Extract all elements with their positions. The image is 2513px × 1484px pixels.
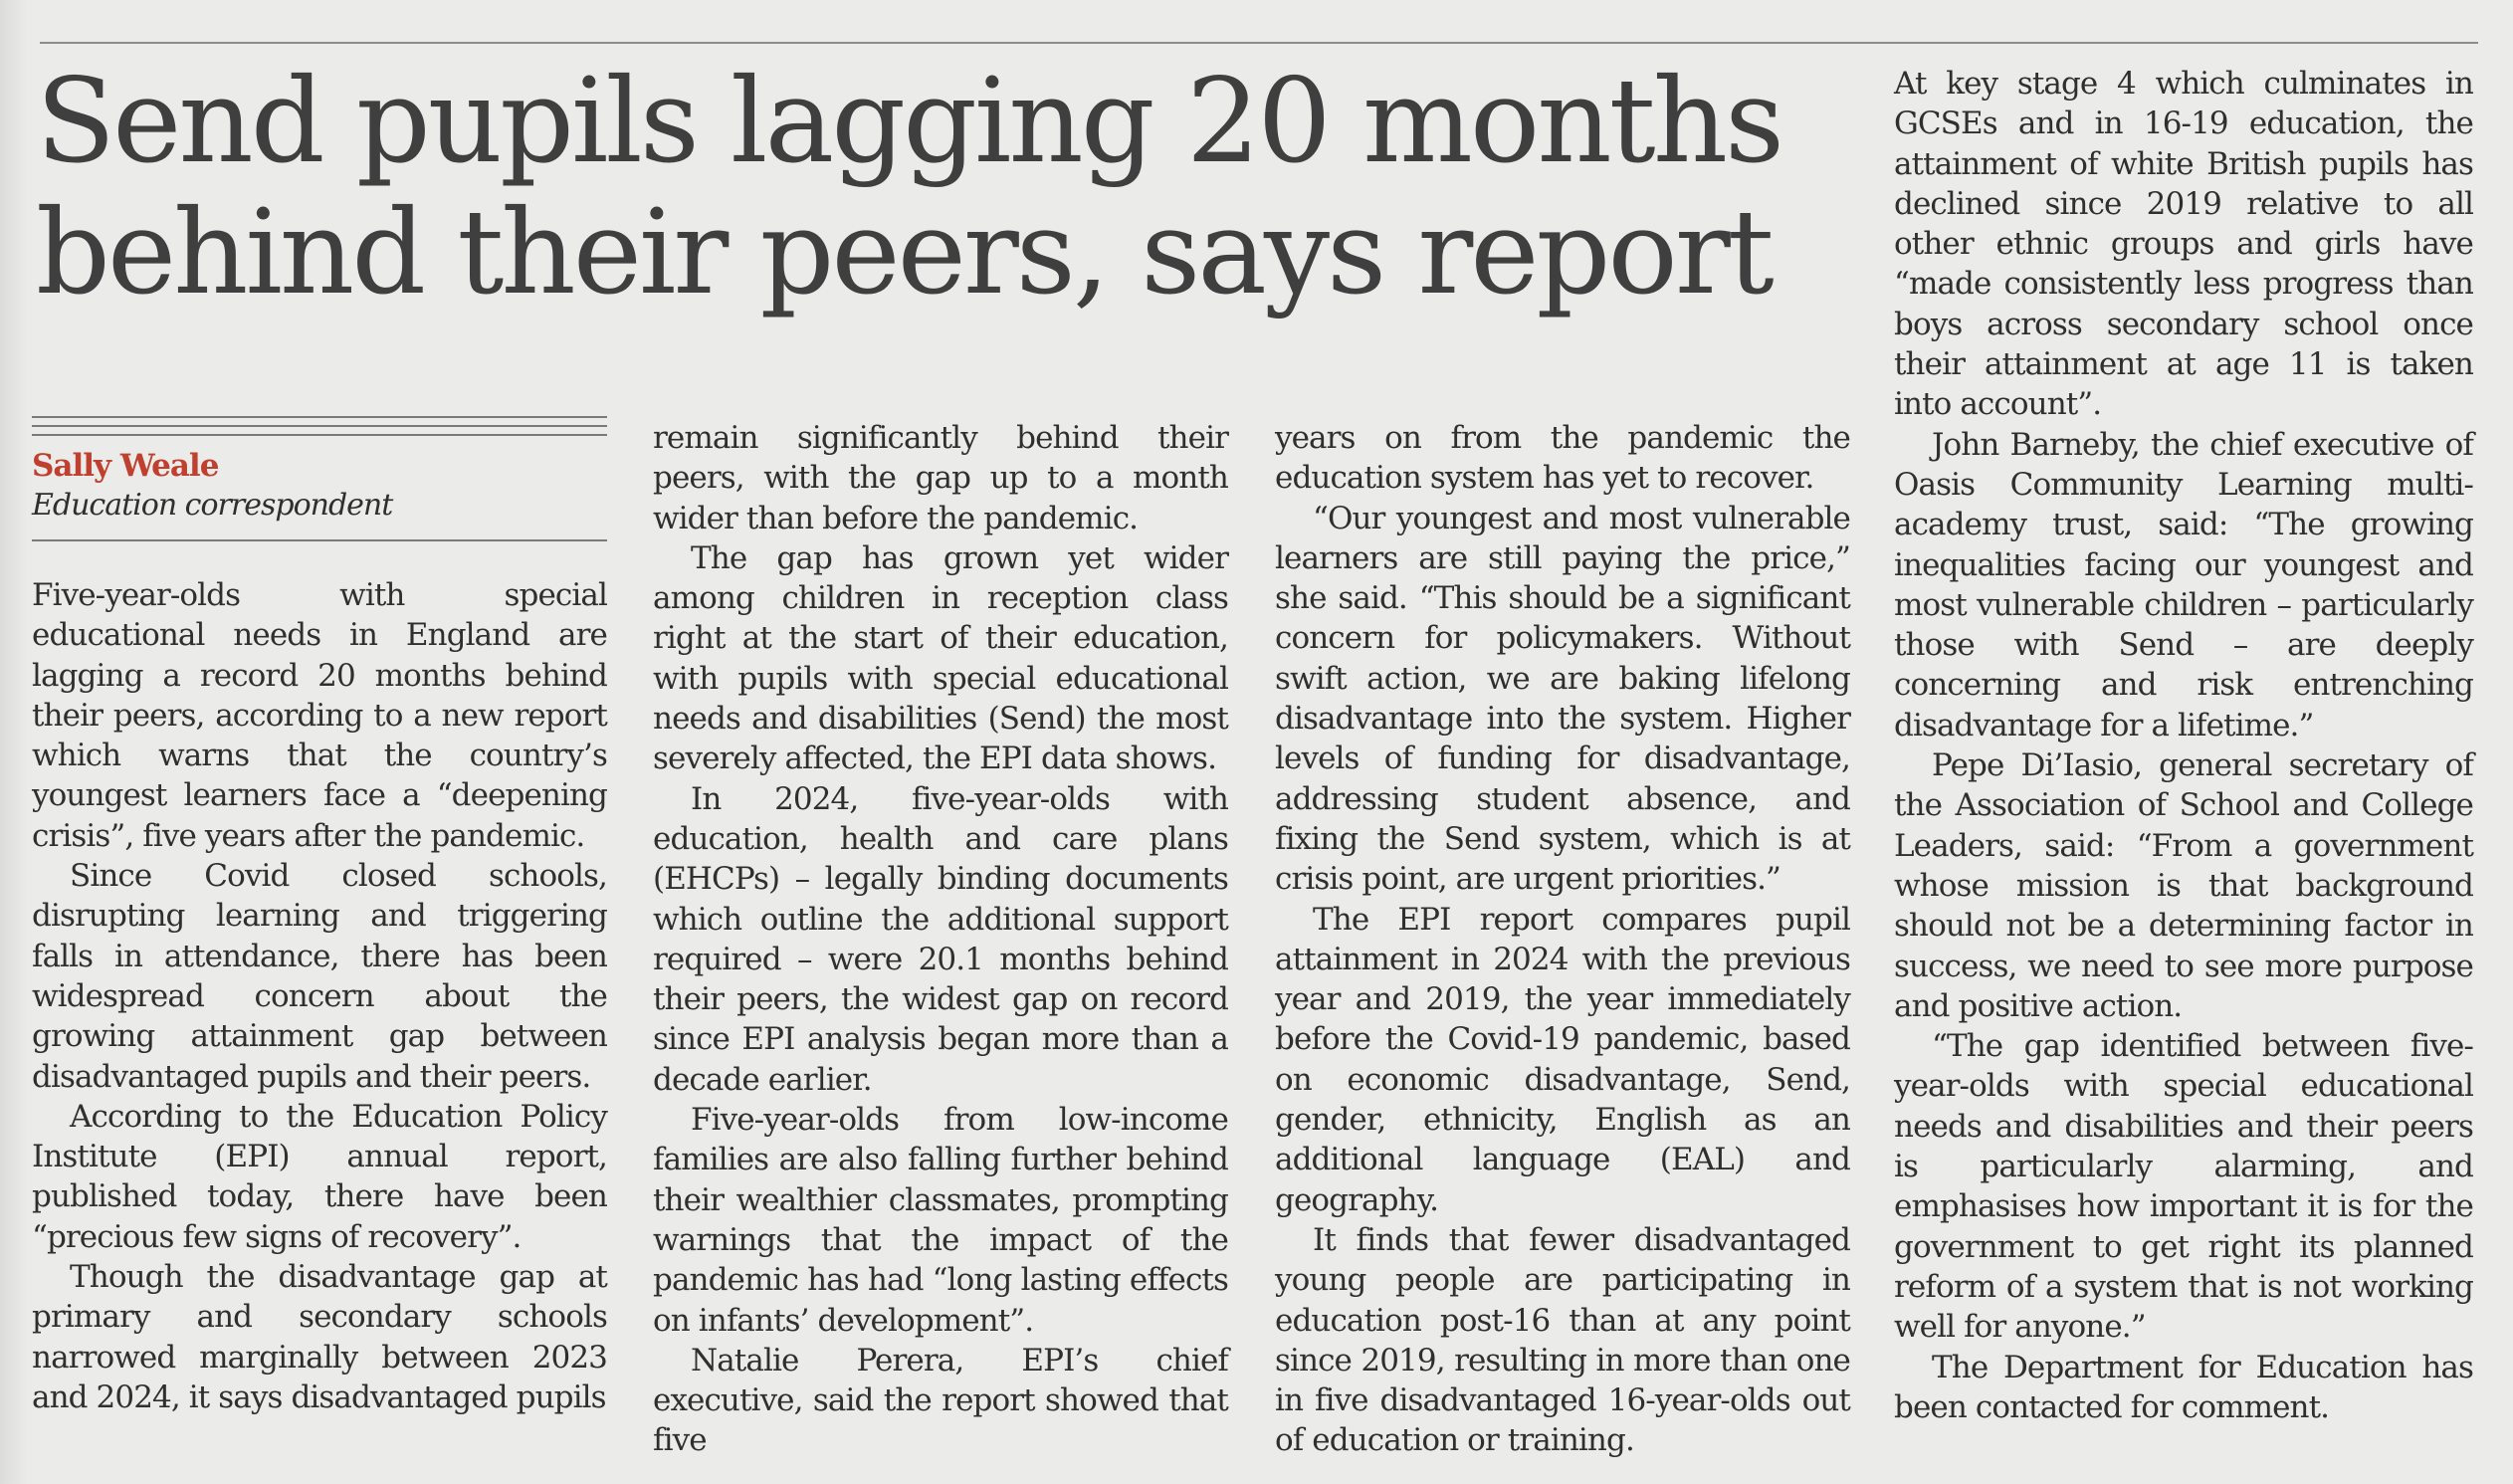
article-column-4 [1894, 64, 2473, 1427]
paragraph: Natalie Perera, EPI’s chief executive, said the report showed that five [653, 1342, 1228, 1459]
paragraph: The gap has grown yet wider among children in reception class right at the start of their education, with pupils with special educational needs and disabilities (Send) the most severely affected, the EPI data shows. [653, 539, 1228, 777]
article-column-1 [32, 575, 607, 1417]
paragraph: The EPI report compares pupil attainment in 2024 with the previous year and 2019, the year immediately before the Covid-19 pandemic, based on economic disadvantage, Send, gender, ethnicity, English as an additional language (EAL) and geography. [1275, 901, 1850, 1218]
paragraph: “The gap identified between five-year-olds with special educational needs and disabilities and their peers is particularly alarming, and emphasises how important it is for the government to get right its planned reform of a system that is not working well for anyone.” [1894, 1028, 2473, 1346]
paragraph: The Department for Education has been contacted for comment. [1894, 1349, 2473, 1425]
byline-divider [32, 539, 607, 541]
paragraph: Though the disadvantage gap at primary and secondary schools narrowed marginally between 2023 and 2024, it says disadvantaged pupils [32, 1259, 607, 1415]
paragraph: “Our youngest and most vulnerable learners are still paying the price,” she said. “This should be a significant concern for policymakers. Without swift action, we are baking lifelong disadvantage into the system. Higher levels of funding for disadvantage, addressing student absence, and fixing the Send system, which is at crisis point, are urgent priorities.” [1275, 500, 1850, 898]
article-column-2 [653, 418, 1228, 1461]
paragraph: Since Covid closed schools, disrupting learning and triggering falls in attendance, there has been widespread concern about the growing attainment gap between disadvantaged pupils and their peers. [32, 858, 607, 1095]
paragraph: Five-year-olds from low-income families are also falling further behind their wealthier classmates, prompting warnings that the impact of the pandemic has had “long lasting effects on infants’ development”. [653, 1102, 1228, 1339]
author-role: Education correspondent [32, 488, 393, 523]
paragraph: At key stage 4 which culminates in GCSEs and in 16-19 education, the attainment of white British pupils has declined since 2019 relative to all other ethnic groups and girls have “made consistently less progress than boys across secondary school once their attainment at age 11 is taken into account”. [1894, 66, 2473, 423]
paragraph: Five-year-olds with special educational needs in England are lagging a record 20 months behind their peers, according to a new report which warns that the country’s youngest learners face a “deepening crisis”, five years after the pandemic. [32, 577, 607, 854]
top-rule [40, 42, 2478, 44]
headline: Send pupils lagging 20 months behind their peers, says report [36, 53, 1782, 320]
paragraph: According to the Education Policy Institute (EPI) annual report, published today, there have been “precious few signs of recovery”. [32, 1098, 607, 1255]
paragraph: remain significantly behind their peers, with the gap up to a month wider than before the pandemic. [653, 420, 1228, 536]
paragraph: years on from the pandemic the education system has yet to recover. [1275, 420, 1850, 497]
paragraph: Pepe Di’Iasio, general secretary of the Association of School and College Leaders, said: “From a government whose mission is that background should not be a determining factor in success, we need to see more purpose and positive action. [1894, 747, 2473, 1024]
paragraph: It finds that fewer disadvantaged young people are participating in education post-16 than at any point since 2019, resulting in more than one in five disadvantaged 16-year-olds out of education or training. [1275, 1221, 1850, 1459]
adjacent-page-edge [0, 0, 28, 1484]
author-name: Sally Weale [32, 448, 219, 484]
paragraph: In 2024, five-year-olds with education, health and care plans (EHCPs) – legally binding documents which outline the additional support required – were 20.1 months behind their peers, the widest gap on record since EPI analysis began more than a decade earlier. [653, 780, 1228, 1098]
byline-rules [32, 416, 607, 436]
byline [32, 416, 607, 541]
article-column-3 [1275, 418, 1850, 1461]
paragraph: John Barneby, the chief executive of Oasis Community Learning multi-academy trust, said: “The growing inequalities facing our youngest and most vulnerable children – particularly those with Send – are deeply concerning and risk entrenching disadvantage for a lifetime.” [1894, 426, 2473, 743]
